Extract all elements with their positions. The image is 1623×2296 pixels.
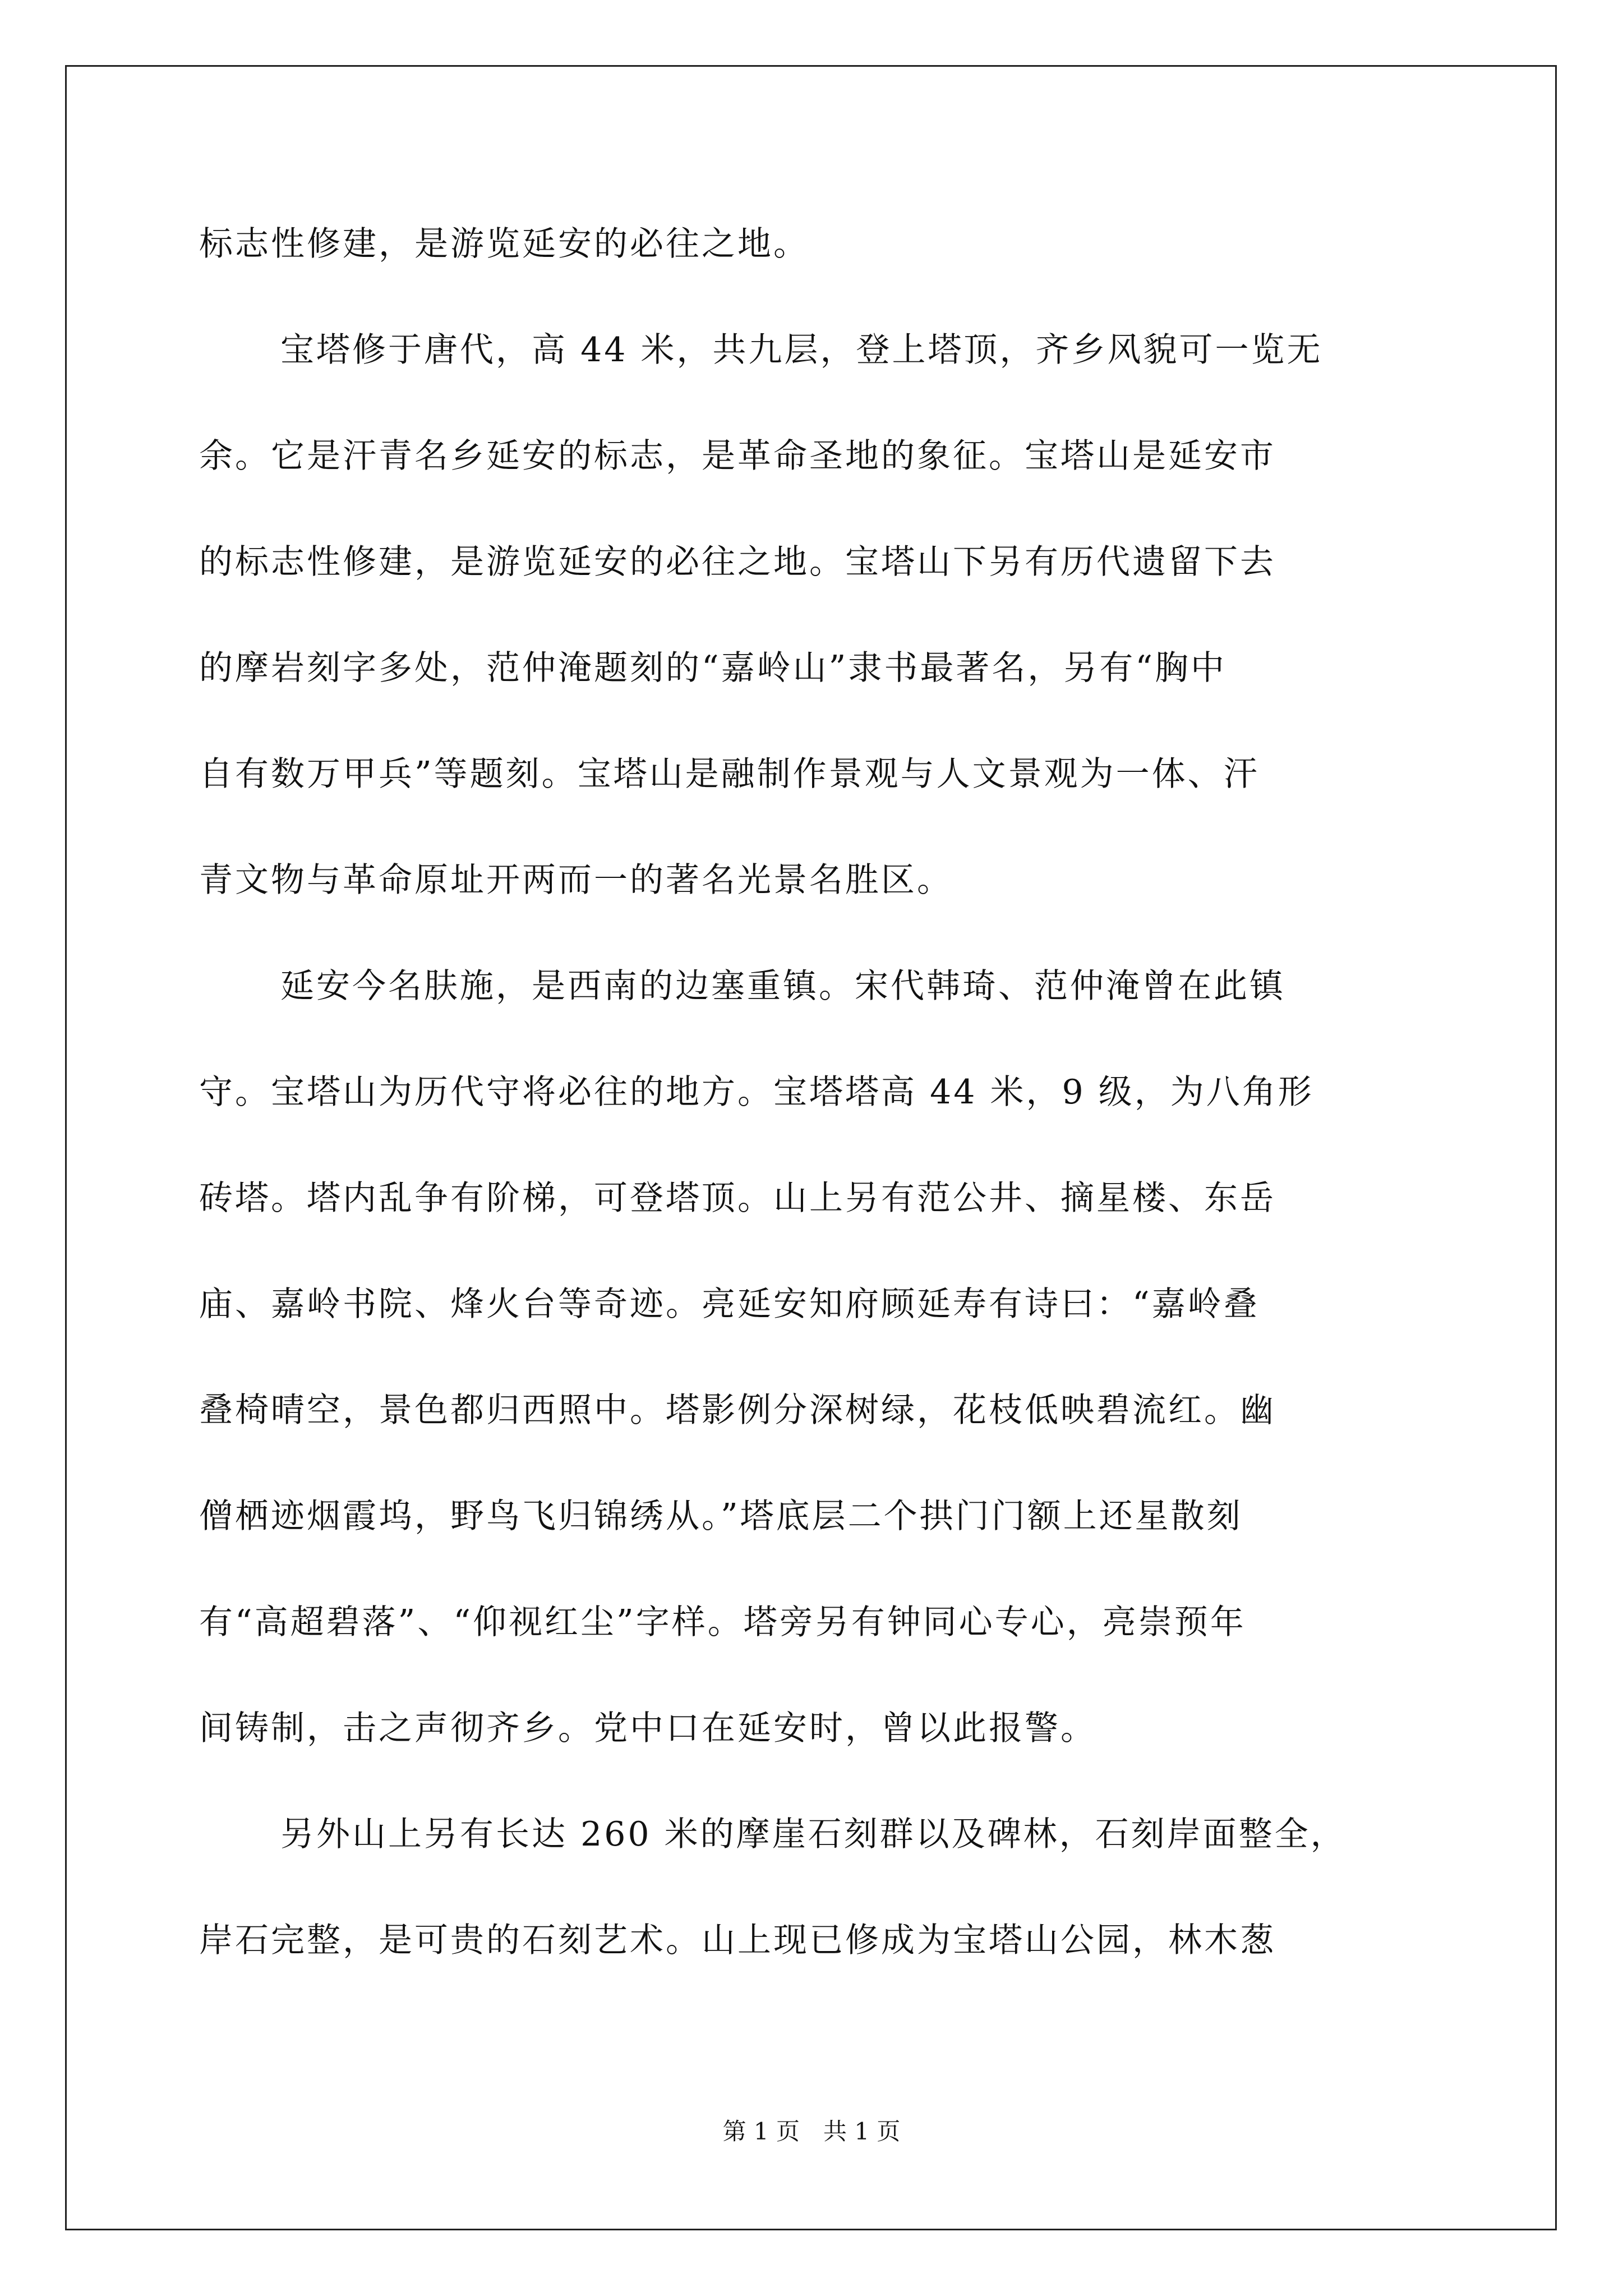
text-line: 僧栖迹烟霞坞，野鸟飞归锦绣从。”塔底层二个拱门门额上还星散刻 [199, 1497, 1243, 1536]
text-line: 的摩岩刻字多处，范仲淹题刻的“嘉岭山”隶书最著名，另有“胸中 [199, 648, 1227, 688]
text-line: 延安今名肤施，是西南的边塞重镇。宋代韩琦、范仲淹曾在此镇 [280, 967, 1285, 1006]
text-line: 岸石完整，是可贵的石刻艺术。山上现已修成为宝塔山公园，林木葱 [199, 1921, 1276, 1960]
text-line: 标志性修建，是游览延安的必往之地。 [199, 224, 809, 264]
text-line: 宝塔修于唐代，高 44 米，共九层，登上塔顶，齐乡风貌可一览无 [280, 330, 1323, 370]
text-line: 青文物与革命原址开两而一的著名光景名胜区。 [199, 861, 953, 900]
text-line: 另外山上另有长达 260 米的摩崖石刻群以及碑林，石刻岸面整全， [280, 1815, 1347, 1854]
page-number: 第 1 页 共 1 页 [722, 2118, 901, 2145]
text-line: 自有数万甲兵”等题刻。宝塔山是融制作景观与人文景观为一体、汗 [199, 754, 1260, 794]
text-line: 的标志性修建，是游览延安的必往之地。宝塔山下另有历代遗留下去 [199, 542, 1276, 582]
text-line: 砖塔。塔内乱争有阶梯，可登塔顶。山上另有范公井、摘星楼、东岳 [199, 1179, 1276, 1218]
text-line: 有“高超碧落”、“仰视红尘”字样。塔旁另有钟同心专心，亮崇预年 [199, 1603, 1246, 1642]
text-line: 叠椅晴空，景色都归西照中。塔影例分深树绿，花枝低映碧流红。幽 [199, 1391, 1276, 1430]
text-line: 守。宝塔山为历代守将必往的地方。宝塔塔高 44 米，9 级，为八角形 [199, 1073, 1314, 1112]
page-border [65, 65, 1557, 2230]
text-line: 余。它是汗青名乡延安的标志，是革命圣地的象征。宝塔山是延安市 [199, 436, 1276, 476]
text-line: 庙、嘉岭书院、烽火台等奇迹。亮延安知府顾延寿有诗曰：“嘉岭叠 [199, 1285, 1260, 1324]
text-line: 间铸制，击之声彻齐乡。党中口在延安时，曾以此报警。 [199, 1709, 1096, 1748]
